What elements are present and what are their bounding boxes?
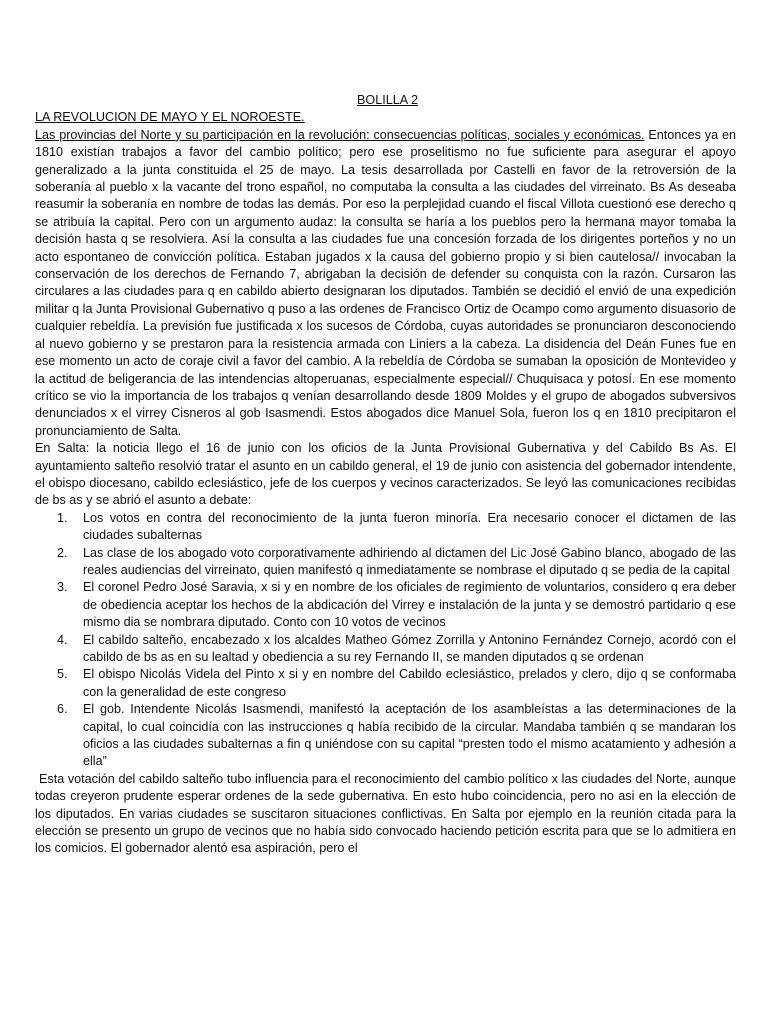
list-item [57, 510, 736, 545]
list-item [57, 701, 736, 771]
salta-paragraph: En Salta: la noticia llego el 16 de junio con los oficios de la Junta Provisional Gubernativa y del Cabildo Bs As. El ayuntamiento salteño resolvió tratar el asunto en un cabildo general, el 19 de junio con asistencia del gobernador intendente, el obispo diocesano, cabildo eclesiástico, jefe de los cuerpos y vecinos caracterizados. Se leyó las comunicaciones recibidas de bs as y se abrió el asunto a debate: [35, 441, 736, 508]
list-item [57, 632, 736, 667]
list-item [57, 579, 736, 631]
document-subtitle: LA REVOLUCION DE MAYO Y EL NOROESTE. [35, 110, 305, 125]
section-heading: Las provincias del Norte y su participación en la revolución: consecuencias políticas, sociales y económicas. [35, 127, 645, 142]
list-number: 4. [57, 632, 68, 647]
list-text: El gob. Intendente Nicolás Isasmendi, manifestó la aceptación de los asambleístas a las determinaciones de la capital, lo cual coincidía con las instrucciones q había recibido de la circular. Mandaba también q se mandaran los oficios a las ciudades subalternas a fin q uniéndose con su capital “presten todo el mismo acatamiento y adhesión a ella” [83, 702, 736, 769]
list-number: 3. [57, 580, 68, 595]
list-item [57, 666, 736, 701]
list-number: 1. [57, 510, 68, 525]
closing-paragraph: Esta votación del cabildo salteño tubo influencia para el reconocimiento del cambio político x las ciudades del Norte, aunque todas creyeron prudente esperar ordenes de la sede gubernativa. En esto hubo coincidencia, pero no asi en la elección de los diputados. En varias ciudades se suscitaron situaciones conflictivas. En Salta por ejemplo en la reunión citada para la elección se presento un grupo de vecinos que no había sido convocado haciendo petición escrita para que se lo admitiera en los comicios. El gobernador alentó esa aspiración, pero el [35, 771, 736, 856]
intro-text: Entonces ya en 1810 existían trabajos a favor del cambio político; pero ese proselitismo no fue suficiente para asegurar el apoyo generalizado a la junta constituida el 25 de mayo. La tesis desarrollada por Castelli en favor de la retroversión de la soberanía al pueblo x la vacante del trono español, no computaba la consulta a las ciudades del virreinato. Bs As deseaba reasumir la soberanía en nombre de todas las demás. Por eso la perplejidad cuando el fiscal Villota cuestionó ese derecho q se atribuía la capital. Pero con un argumento audaz: la consulta se haría a los pueblos pero la hermana mayor tomaba la decisión hasta q se resolviera. Así la consulta a las ciudades fue una concesión forzada de los dirigentes porteños y no un acto espontaneo de convicción política. Estaban jugados x la causa del gobierno propio y si bien cautelosa// invocaban la conservación de los derechos de Fernando 7, abrigaban la decisión de defender su conquista con la razón. Cursaron las circulares a las ciudades para q en cabildo abierto designaran los diputados. También se decidió el envió de una expedición militar q la Junta Provisional Gubernativo q puso a las ordenes de Francisco Ortiz de Ocampo como argumento disuasorio de cualquier rebeldía. La previsión fue justificada x los sucesos de Córdoba, cuyas autoridades se pronunciaron desconociendo al nuevo gobierno y se prestaron para la resistencia armada con Liniers a la cabeza. La disidencia del Deán Funes fue en ese momento un acto de coraje civil a favor del cambio. A la rebeldía de Córdoba se sumaban la oposición de Montevideo y la actitud de beligerancia de las intendencias altoperuanas, especialmente especial// Chuquisaca y potosí. En ese momento crítico se vio la importancia de los trabajos q venían desarrollando desde 1809 Moldes y el grupo de abogados subversivos denunciados x el virrey Cisneros al gob Isasmendi. Estos abogados dice Manuel Sola, fueron los q en 1810 precipitaron el pronunciamiento de Salta. [35, 127, 736, 438]
list-text: Las clase de los abogado voto corporativamente adhiriendo al dictamen del Lic José Gabino blanco, abogado de las reales audiencias del virreinato, quien manifestó q inmediatamente se nombrase el diputado q se pedia de la capital [83, 545, 736, 577]
list-text: Los votos en contra del reconocimiento de la junta fueron minoría. Era necesario conocer el dictamen de las ciudades subalternas [83, 510, 736, 543]
list-text: El cabildo salteño, encabezado x los alcaldes Matheo Gómez Zorrilla y Antonino Fernández Cornejo, acordó con el cabildo de bs as en su lealtad y obediencia a su rey Fernando II, se manden diputados q se ordenan [83, 632, 736, 664]
list-number: 2. [57, 545, 68, 560]
document-title: BOLILLA 2 [357, 93, 418, 107]
list-number: 6. [57, 702, 68, 717]
intro-paragraph [35, 127, 736, 440]
list-text: El obispo Nicolás Videla del Pinto x si y en nombre del Cabildo eclesiástico, prelados y clero, dijo q se conformaba con la generalidad de este congreso [83, 667, 736, 699]
list-item [57, 545, 736, 580]
vote-list [35, 510, 736, 771]
list-text: El coronel Pedro José Saravia, x si y en nombre de los oficiales de regimiento de voluntarios, considero q era deber de obediencia aceptar los hechos de la abdicación del Virrey e instalación de la junta y se demostró partidario q ese mismo dia se nombrara diputado. Conto con 10 votos de vecinos [83, 580, 736, 630]
list-number: 5. [57, 667, 68, 682]
